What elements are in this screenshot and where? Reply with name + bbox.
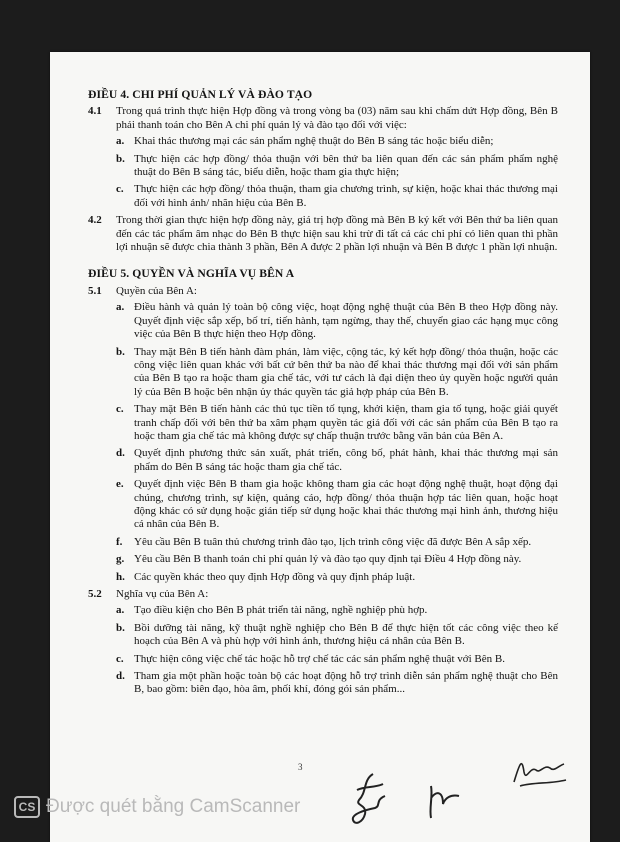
section-text: Trong thời gian thực hiện hợp đồng này, giá trị hợp đồng mà Bên B ký kết với Bên thứ ba liên quan đến các tác phẩm âm nhạc do Bên B thực hiện sau khi trừ đi tất cả các chi phí có liên quan thì phần lợi nhuận sẽ được chia thành 3 phần, Bên A được 2 phần lợi nhuận và Bên B được 1 phần lợi nhuận.: [116, 214, 558, 254]
document-page: [50, 52, 590, 842]
clause-text: Yêu cầu Bên B tuân thủ chương trình đào tạo, lịch trình công việc đã được Bên A sắp xếp.: [134, 535, 532, 548]
section-number: 5.1: [88, 284, 102, 297]
clause-4-1-c: [116, 183, 558, 210]
section-5-2: [88, 588, 558, 601]
document-body: [88, 88, 558, 701]
clause-text: Quyết định việc Bên B tham gia hoặc không tham gia các hoạt động nghệ thuật, hoạt động đại chúng, chương trình, sự kiện, quảng cáo, hợp đồng/ thỏa thuận hợp tác liên quan, hoặc hoạt động khác có sử dụng hoặc gián tiếp sử dụng hoặc khai thác thương mại hình ảnh, thương hiệu cá nhân của Bên B.: [134, 478, 558, 531]
signature-3: [510, 752, 570, 792]
clause-text: Khai thác thương mại các sản phẩm nghệ thuật do Bên B sáng tác hoặc biểu diễn;: [134, 135, 494, 148]
signature-1: [345, 770, 395, 830]
clause-letter: b.: [116, 345, 125, 358]
clause-text: Bồi dưỡng tài năng, kỹ thuật nghề nghiệp cho Bên B để thực hiện tốt các công việc theo kế hoạch của Bên A và phù hợp với hình ảnh, thương hiệu cá nhân của Bên B.: [134, 621, 558, 648]
clause-5-1-g: [116, 553, 558, 566]
clause-5-2-b: [116, 622, 558, 649]
clause-5-1-d: [116, 447, 558, 474]
clause-text: Yêu cầu Bên B thanh toán chi phí quản lý và đào tạo quy định tại Điều 4 Hợp đồng này.: [134, 553, 522, 566]
clause-letter: a.: [116, 604, 125, 617]
clause-letter: d.: [116, 447, 125, 460]
clause-5-1-f: [116, 536, 558, 549]
clause-text: Tham gia một phần hoặc toàn bộ các hoạt động hỗ trợ trình diễn sản phẩm nghệ thuật cho Bên B, bao gồm: biên đạo, hòa âm, phối khí, đóng gói sản phẩm...: [134, 670, 558, 696]
clause-text: Thực hiện các hợp đồng/ thỏa thuận với bên thứ ba liên quan đến các sản phẩm phẩm nghệ thuật do Bên B sáng tác, biểu diễn, hoặc tham gia thực hiện;: [134, 152, 558, 179]
page-number: 3: [298, 762, 303, 772]
clause-4-1-a: [116, 135, 558, 148]
clause-text: Thực hiện các hợp đồng/ thỏa thuận, tham gia chương trình, sự kiện, hoặc khai thác thương mại đối với hình ảnh/ nhãn hiệu của Bên B.: [134, 183, 558, 209]
clause-letter: e.: [116, 478, 124, 491]
clause-text: Các quyền khác theo quy định Hợp đồng và quy định pháp luật.: [134, 570, 416, 583]
clause-letter: g.: [116, 553, 125, 566]
section-number: 4.1: [88, 105, 102, 118]
clause-letter: c.: [116, 652, 124, 665]
clause-5-1-b: [116, 346, 558, 400]
clause-4-1-b: [116, 153, 558, 180]
clause-letter: d.: [116, 670, 125, 683]
clause-text: Quyết định phương thức sản xuất, phát triển, công bố, phát hành, khai thác thương mại sản phẩm do Bên B sáng tác hoặc tham gia chế tác.: [134, 447, 558, 473]
clause-5-2-a: [116, 604, 558, 617]
section-number: 4.2: [88, 214, 102, 227]
clause-5-1-c: [116, 403, 558, 443]
watermark-text: Được quét bằng CamScanner: [46, 796, 301, 817]
clause-5-1-a: [116, 301, 558, 341]
clause-letter: c.: [116, 183, 124, 196]
clause-text: Điều hành và quản lý toàn bộ công việc, hoạt động nghệ thuật của Bên B theo Hợp đồng này. Quyết định việc sắp xếp, bố trí, tiến hành, tạm ngừng, thay thế, chuyển giao các hạng mục công việc của Bên B thực hiện theo Hợp đồng.: [134, 301, 558, 341]
article-4-title: ĐIỀU 4. CHI PHÍ QUẢN LÝ VÀ ĐÀO TẠO: [88, 88, 313, 101]
clause-text: Thay mặt Bên B tiến hành đàm phán, làm việc, cộng tác, ký kết hợp đồng/ thỏa thuận, hoặc các công việc liên quan khác với bất cứ bên thứ ba nào để khai thác thương mại đối với sản phẩm của Bên B tạo ra hoặc tham gia chế tác, với tư cách là đại diện theo ủy quyền hoặc người quản lý của Bên B hoặc bên nhận ủy thác quyền tác giả hợp pháp của Bên B.: [134, 345, 558, 398]
clause-text: Thay mặt Bên B tiến hành các thủ tục tiền tố tụng, khởi kiện, tham gia tố tụng, hoặc giải quyết tranh chấp đối với bên thứ ba xâm phạm quyền tác giả đối với các sản phẩm của Bên B tạo ra hoặc tham gia chế tác mà không được sự chấp thuận trước bằng văn bản của Bên A.: [134, 403, 558, 442]
section-5-1: [88, 285, 558, 298]
clause-letter: b.: [116, 621, 125, 634]
clause-5-2-c: [116, 653, 558, 666]
signature-2: [425, 782, 465, 822]
section-text: Trong quá trình thực hiện Hợp đồng và trong vòng ba (03) năm sau khi chấm dứt Hợp đồng, Bên B phải thanh toán cho Bên A chi phí quản lý và đào tạo đối với việc:: [116, 105, 558, 131]
article-5-title: ĐIỀU 5. QUYỀN VÀ NGHĨA VỤ BÊN A: [88, 267, 295, 281]
section-text: Quyền của Bên A:: [116, 284, 197, 297]
clause-letter: b.: [116, 152, 125, 165]
section-text: Nghĩa vụ của Bên A:: [116, 588, 209, 600]
camscanner-watermark: [14, 796, 300, 818]
clause-letter: c.: [116, 403, 124, 416]
clause-text: Thực hiện công việc chế tác hoặc hỗ trợ chế tác các sản phẩm nghệ thuật với Bên B.: [134, 652, 505, 665]
camscanner-logo-icon: CS: [14, 796, 40, 818]
clause-letter: a.: [116, 135, 125, 148]
clause-5-1-e: [116, 478, 558, 532]
section-4-1: [88, 105, 558, 132]
section-4-2: [88, 214, 558, 254]
clause-text: Tạo điều kiện cho Bên B phát triển tài năng, nghề nghiệp phù hợp.: [134, 604, 428, 617]
clause-5-2-d: [116, 670, 558, 697]
section-number: 5.2: [88, 588, 102, 600]
clause-letter: h.: [116, 570, 125, 583]
clause-5-1-h: [116, 571, 558, 584]
clause-letter: f.: [116, 535, 123, 548]
clause-letter: a.: [116, 301, 125, 314]
